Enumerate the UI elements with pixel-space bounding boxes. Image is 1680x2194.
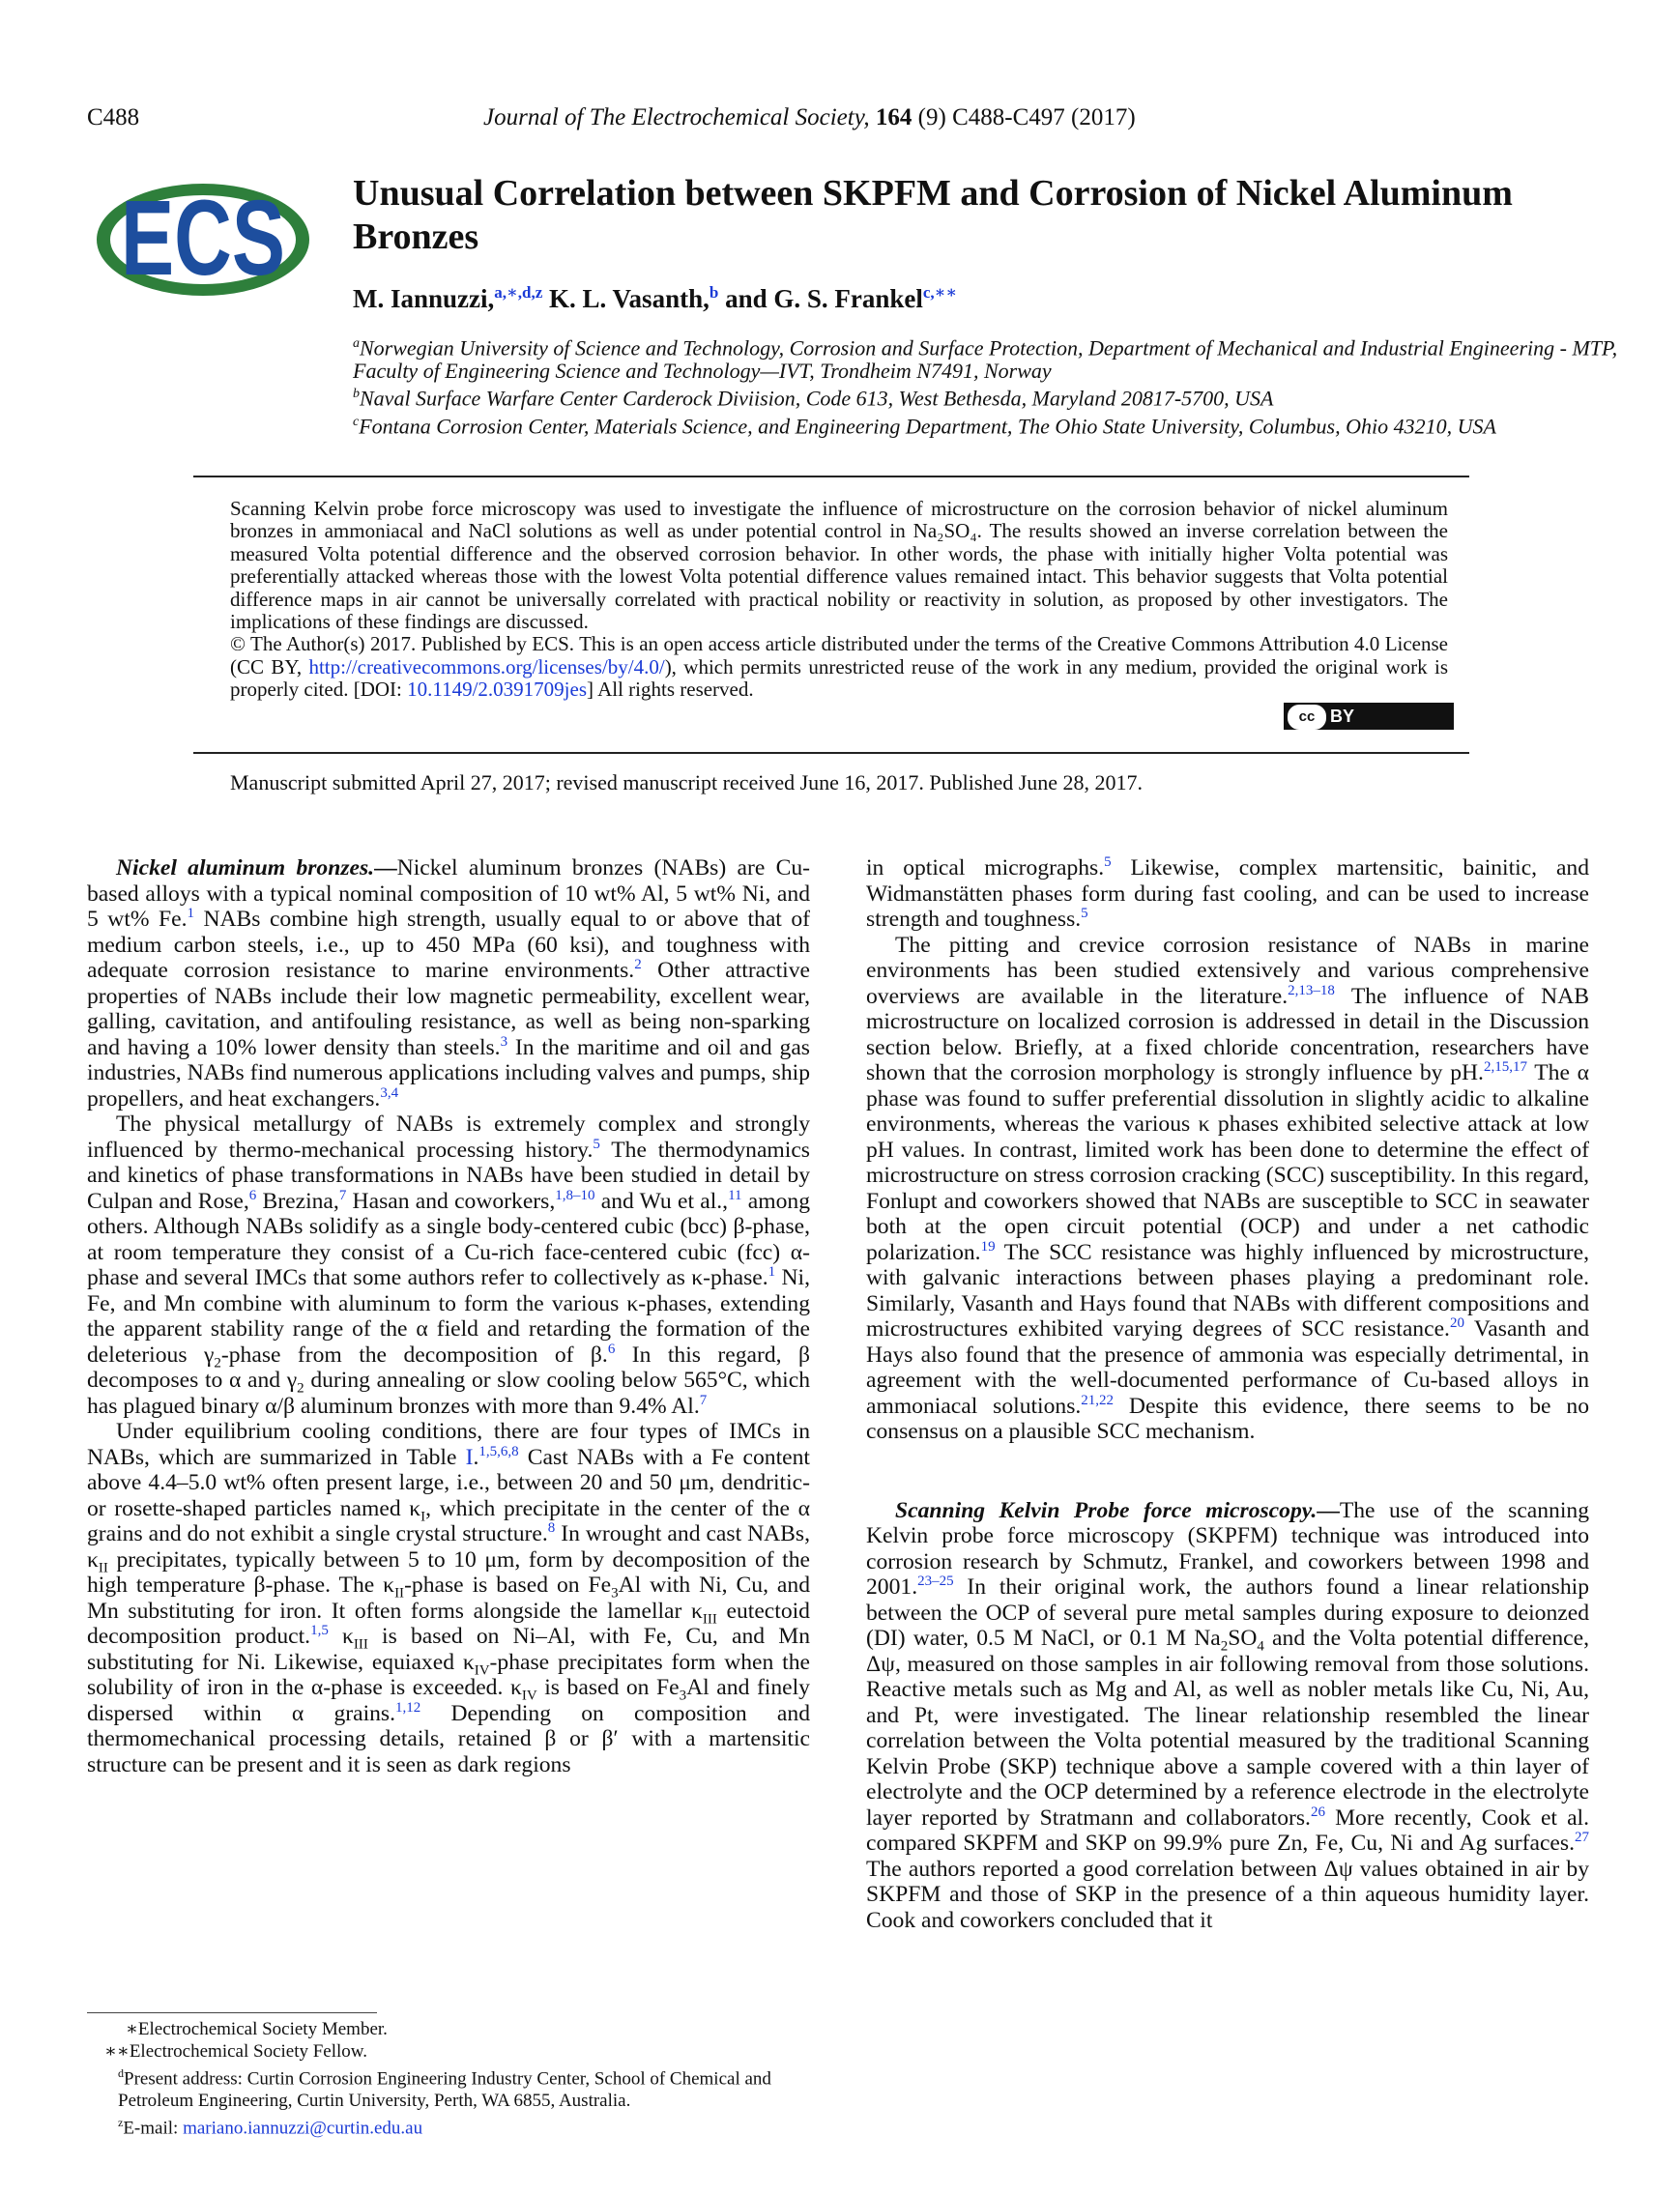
license-link[interactable]: http://creativecommons.org/licenses/by/4.0/ [308,654,665,678]
footnote [87,2063,810,2112]
footnote-mark: d [118,2066,124,2080]
cc-by-badge[interactable] [1284,703,1454,730]
footnote-mark: z [118,2116,124,2130]
affiliation [353,332,1638,383]
paragraph: Nickel aluminum bronzes.—Nickel aluminum bronzes (NABs) are Cu-based alloys with a typical nominal composition of 10 wt% Al, 5 wt% Ni, and 5 wt% Fe.$^1$ NABs combine high strength, usually equal to or above that of medium carbon steels, i.e., up to 450 MPa (60 ksi), and toughness with adequate corrosion resistance to marine environments.$^2$ Other attractive properties of NABs include their low magnetic permeability, excellent wear, galling, cavitation, and antifouling resistance, as well as being non-sparking and having a 10% lower density than steels.$^3$ In the maritime and oil and gas industries, NABs find numerous applications including valves and pumps, ship propellers, and heat exchangers.$^{3,4}$ [87,855,811,1111]
affiliation [353,383,1638,410]
affiliation-mark: c [353,414,360,429]
affiliation [353,411,1638,438]
footnote-mark: ∗ [126,2019,138,2039]
footnote-text: E-mail: [123,2118,184,2139]
paragraph: Under equilibrium cooling conditions, there are four types of IMCs in NABs, which are summarized in Table I.$^{1,5,6,8}$ Cast NABs with a Fe content above 4.4–5.0 wt% often present large, i.e., between 20 and 50 μm, dendritic- or rosette-shaped particles named $\kappa_I$, which precipitate in the center of the α grains and do not exhibit a single crystal structure.$^8$ In wrought and cast NABs, $\kappa_{II}$ precipitates, typically between 5 to 10 μm, form by decomposition of the high temperature β-phase. The $\kappa_{II}$-phase is based on $Fe_3Al$ with Ni, Cu, and Mn substituting for iron. It often forms alongside the lamellar $\kappa_{III}$ eutectoid decomposition product.$^{1,5}$ $\kappa_{III}$ is based on Ni–Al, with Fe, Cu, and Mn substituting for Ni. Likewise, equiaxed $\kappa_{IV}$-phase precipitates form when the solubility of iron in the α-phase is exceeded. $\kappa_{IV}$ is based on $Fe_3Al$ and finely dispersed within α grains.$^{1,12}$ Depending on composition and thermomechanical processing details, retained β or β′ with a martensitic structure can be present and it is seen as dark regions [87,1419,811,1777]
footnote-text: Present address: Curtin Corrosion Engineering Industry Center, School of Chemical and Petroleum Engineering, Curtin University, Perth, WA 6855, Australia. [118,2068,771,2112]
author-marks: a,∗,d,z [494,283,543,302]
doi-link[interactable]: 10.1149/2.0391709jes [407,678,587,702]
body-column-right [866,855,1589,1933]
cc-by-label: BY [1330,707,1355,726]
footnote [87,2112,810,2139]
footnote-text: Electrochemical Society Member. [137,2019,388,2039]
affiliation-text: Naval Surface Warfare Center Carderock Diviision, Code 613, West Bethesda, Maryland 20817-5700, USA [360,386,1274,411]
author-name: K. L. Vasanth, [542,284,710,313]
manuscript-dates: Manuscript submitted April 27, 2017; revised manuscript received June 16, 2017. Published June 28, 2017. [230,770,1144,794]
svg-text:ECS: ECS [121,179,285,298]
cc-icon: cc [1288,705,1326,730]
affiliation-mark: a [353,336,360,351]
footnote-text: Electrochemical Society Fellow. [129,2041,368,2062]
paragraph: Scanning Kelvin Probe force microscopy.—The use of the scanning Kelvin probe force microscopy (SKPFM) technique was introduced into corrosion research by Schmutz, Frankel, and coworkers between 1998 and 2001.$^{23-25}$ In their original work, the authors found a linear relationship between the OCP of several pure metal samples during exposure to deionzed (DI) water, 0.5 M NaCl, or 0.1 M $Na_2SO_4$ and the Volta potential difference, Δψ, measured on those samples in air following removal from those solutions. Reactive metals such as Mg and Al, as well as nobler metals like Cu, Ni, Au, and Pt, were investigated. The linear relationship resembled the linear correlation between the Volta potential measured by the traditional Scanning Kelvin Probe (SKP) technique above a sample covered with a thin layer of electrolyte and the OCP determined by a reference electrode in the electrolyte layer reported by Stratmann and collaborators.$^{26}$ More recently, Cook et al. compared SKPFM and SKP on 99.9% pure Zn, Fe, Cu, Ni and Ag surfaces.$^{27}$ The authors reported a good correlation between Δψ values obtained in air by SKPFM and those of SKP in the presence of a thin aqueous humidity layer. Cook and coworkers concluded that it [866,1497,1590,1933]
footnotes [87,2018,810,2140]
license-statement [230,633,1448,701]
affiliation-text: Norwegian University of Science and Technology, Corrosion and Surface Protection, Department of Mechanical and Industrial Engineering - MTP, Faculty of Engineering Science and Technology—IVT, Trondheim N7491, Norway [353,335,1618,384]
affiliations [353,332,1638,438]
affiliation-text: Fontana Corrosion Center, Materials Science, and Engineering Department, The Ohio State University, Columbus, Ohio 43210, USA [359,413,1496,438]
footnote-mark: ∗∗ [104,2041,130,2062]
footnote-rule [87,2012,377,2013]
abstract-top-rule [193,476,1469,477]
affiliation-mark: b [353,387,360,402]
issue-pages: (9) C488-C497 (2017) [912,104,1136,130]
paper-title: Unusual Correlation between SKPFM and Corrosion of Nickel Aluminum Bronzes [353,173,1513,257]
running-header [483,104,1136,131]
paragraph: in optical micrographs.$^5$ Likewise, complex martensitic, bainitic, and Widmanstätten phases form during fast cooling, and can be used to increase strength and toughness.$^5$ [866,854,1590,932]
author-marks: b [709,283,719,302]
journal-name: Journal of The Electrochemical Society, [483,104,876,130]
abstract-bottom-rule [193,752,1469,754]
license-text: ] All rights reserved. [587,678,754,702]
license-text: ), which permits unrestricted reuse of the work in any medium, provided the original work is properly cited. [DOI: [230,654,1448,702]
author-name: M. Iannuzzi, [353,284,495,313]
abstract-text: Scanning Kelvin probe force microscopy was used to investigate the influence of microstructure on the corrosion behavior of nickel aluminum bronzes in ammoniacal and NaCl solutions as well as under potential control in Na₂SO₄. The results showed an inverse correlation between the measured Volta potential difference and the observed corrosion behavior. In other words, the phase with initially higher Volta potential was preferentially attacked whereas those with the lowest Volta potential difference values remained intact. This behavior suggests that Volta potential difference maps in air cannot be universally correlated with practical nobility or reactivity in solution, as proposed by other investigators. The implications of these findings are discussed. [230,497,1448,634]
abstract [230,497,1448,726]
license-text: © The Author(s) 2017. Published by ECS. This is an open access article distributed under the terms of the Creative Commons Attribution 4.0 License (CC BY, [230,632,1448,678]
ecs-logo [92,172,314,307]
email-link[interactable]: mariano.iannuzzi@curtin.edu.au [183,2118,423,2139]
author-marks: c,∗∗ [922,283,958,302]
footnote [87,2040,810,2063]
paragraph: The physical metallurgy of NABs is extremely complex and strongly influenced by thermo-mechanical processing history.$^5$ The thermodynamics and kinetics of phase transformations in NABs have been studied in detail by Culpan and Rose,$^6$ Brezina,$^7$ Hasan and coworkers,$^{1,8-10}$ and Wu et al.,$^{11}$ among others. Although NABs solidify as a single body-centered cubic (bcc) β-phase, at room temperature they consist of a Cu-rich face-centered cubic (fcc) α-phase and several IMCs that some authors refer to collectively as κ-phase.$^1$ Ni, Fe, and Mn combine with aluminum to form the various κ-phases, extending the apparent stability range of the α field and retarding the formation of the deleterious $\gamma_2$-phase from the decomposition of β.$^6$ In this regard, β decomposes to α and $\gamma_2$ during annealing or slow cooling below 565°C, which has plagued binary α/β aluminum bronzes with more than 9.4% Al.$^7$ [87,1111,811,1419]
author-list [353,283,957,314]
page-number: C488 [87,104,140,130]
author-name: and G. S. Frankel [718,284,923,313]
body-column-left [87,855,810,1777]
volume: 164 [875,104,912,130]
footnote [87,2018,810,2040]
paragraph: The pitting and crevice corrosion resistance of NABs in marine environments has been studied extensively and various comprehensive overviews are available in the literature.$^{2,13-18}$ The influence of NAB microstructure on localized corrosion is addressed in detail in the Discussion section below. Briefly, at a fixed chloride concentration, researchers have shown that the corrosion morphology is strongly influence by pH.$^{2,15,17}$ The α phase was found to suffer preferential dissolution in slightly acidic to alkaline environments, whereas the various κ phases exhibited selective attack at low pH values. In contrast, limited work has been done to determine the effect of microstructure on stress corrosion cracking (SCC) susceptibility. In this regard, Fonlupt and coworkers showed that NABs are susceptible to SCC in seawater both at the open circuit potential (OCP) and under a net cathodic polarization.$^{19}$ The SCC resistance was highly influenced by microstructure, with galvanic interactions between phases playing a predominant role. Similarly, Vasanth and Hays found that NABs with different compositions and microstructures exhibited varying degrees of SCC resistance.$^{20}$ Vasanth and Hays also found that the presence of ammonia was especially detrimental, in agreement with the well-documented performance of Cu-based alloys in ammoniacal solutions.$^{21,22}$ Despite this evidence, there seems to be no consensus on a plausible SCC mechanism. [866,932,1590,1444]
